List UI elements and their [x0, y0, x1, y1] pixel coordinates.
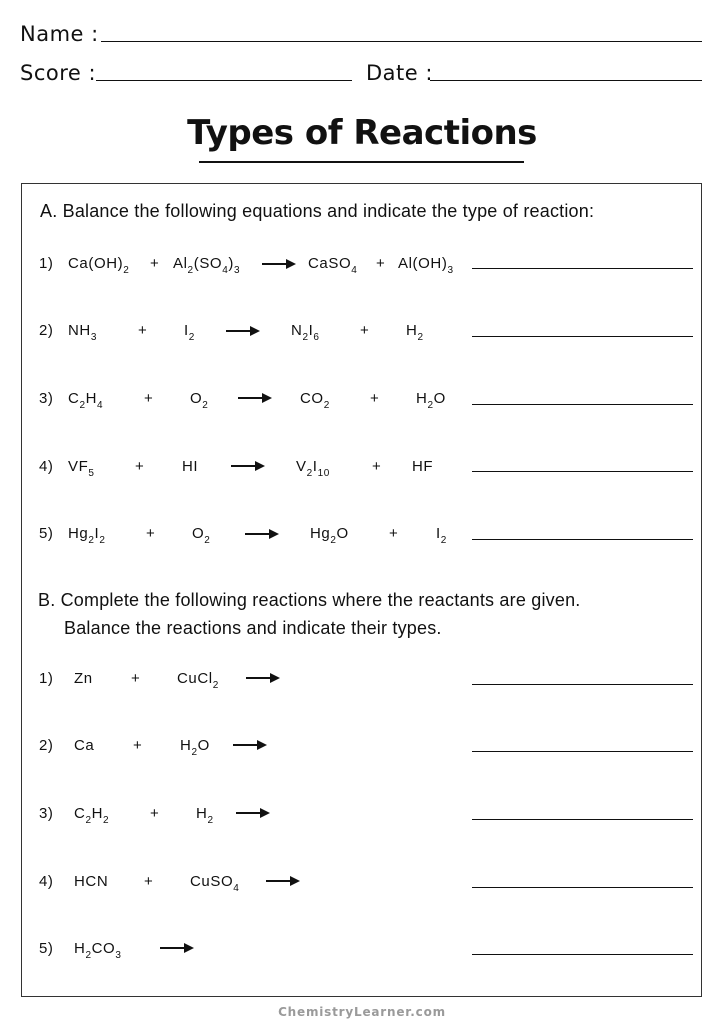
- b3-arrow-icon: [236, 807, 270, 819]
- b4-answer-line[interactable]: [472, 887, 693, 888]
- a4-plus-2: +: [372, 458, 381, 475]
- b3-reactant-2: $H_2$: [196, 805, 214, 826]
- b3-plus: +: [150, 805, 159, 822]
- page-title: Types of Reactions: [187, 113, 537, 153]
- score-field[interactable]: [96, 80, 352, 81]
- section-a-instruction: A. Balance the following equations and indicate the type of reaction:: [40, 201, 595, 221]
- a1-product-2: $Al(OH)_3$: [398, 255, 454, 276]
- a3-reactant-2: $O_2$: [190, 390, 209, 411]
- a1-reactant-1: $Ca(OH)_2$: [68, 255, 130, 276]
- b5-arrow-icon: [160, 942, 194, 954]
- a4-reactant-1: $VF_5$: [68, 458, 95, 479]
- section-b-instruction-line2: Balance the reactions and indicate their types.: [64, 618, 442, 638]
- a4-answer-line[interactable]: [472, 471, 693, 472]
- a2-reactant-1: $NH_3$: [68, 322, 98, 343]
- b4-number: 4): [39, 873, 54, 890]
- b3-reactant-1: $C_2H_2$: [74, 805, 110, 826]
- b2-plus: +: [133, 737, 142, 754]
- a1-reactant-2: $Al_2(SO_4)_3$: [173, 255, 241, 276]
- b5-answer-line[interactable]: [472, 954, 693, 955]
- a3-number: 3): [39, 390, 54, 407]
- b2-answer-line[interactable]: [472, 751, 693, 752]
- a3-product-2: $H_2O$: [416, 390, 446, 411]
- a5-answer-line[interactable]: [472, 539, 693, 540]
- a1-arrow-icon: [262, 258, 296, 270]
- a1-number: 1): [39, 255, 54, 272]
- a1-answer-line[interactable]: [472, 268, 693, 269]
- a2-plus-2: +: [360, 322, 369, 339]
- a4-reactant-2: HI: [182, 458, 199, 475]
- a5-plus-2: +: [389, 525, 398, 542]
- b4-plus: +: [144, 873, 153, 890]
- a5-product-2: $I_2$: [436, 525, 447, 546]
- a5-reactant-2: $O_2$: [192, 525, 211, 546]
- b5-number: 5): [39, 940, 54, 957]
- b5-reactant-1: $H_2CO_3$: [74, 940, 122, 961]
- a4-number: 4): [39, 458, 54, 475]
- b2-reactant-2: $H_2O$: [180, 737, 210, 758]
- b3-number: 3): [39, 805, 54, 822]
- b1-reactant-1: Zn: [74, 670, 93, 687]
- b1-plus: +: [131, 670, 140, 687]
- a3-plus-1: +: [144, 390, 153, 407]
- b2-reactant-1: Ca: [74, 737, 95, 754]
- a4-product-1: $V_2I_{10}$: [296, 458, 330, 479]
- a2-product-1: $N_2I_6$: [291, 322, 320, 343]
- a4-arrow-icon: [231, 460, 265, 472]
- b3-answer-line[interactable]: [472, 819, 693, 820]
- name-label: Name :: [20, 22, 99, 46]
- b2-number: 2): [39, 737, 54, 754]
- a2-reactant-2: $I_2$: [184, 322, 195, 343]
- a2-answer-line[interactable]: [472, 336, 693, 337]
- name-field[interactable]: [101, 41, 702, 42]
- b1-answer-line[interactable]: [472, 684, 693, 685]
- a4-plus-1: +: [135, 458, 144, 475]
- a2-number: 2): [39, 322, 54, 339]
- a2-arrow-icon: [226, 325, 260, 337]
- a3-reactant-1: $C_2H_4$: [68, 390, 104, 411]
- b4-reactant-2: CuSO$_4$: [190, 873, 240, 894]
- date-label: Date :: [366, 61, 433, 85]
- b1-number: 1): [39, 670, 54, 687]
- b1-arrow-icon: [246, 672, 280, 684]
- b2-arrow-icon: [233, 739, 267, 751]
- footer-source: ChemistryLearner.com: [278, 1005, 446, 1019]
- score-label: Score :: [20, 61, 97, 85]
- a3-answer-line[interactable]: [472, 404, 693, 405]
- a2-plus-1: +: [138, 322, 147, 339]
- b1-reactant-2: CuCl$_2$: [177, 670, 219, 691]
- a1-product-1: CaSO$_4$: [308, 255, 358, 276]
- b4-reactant-1: HCN: [74, 873, 109, 890]
- section-b-instruction-line1: B. Complete the following reactions where the reactants are given.: [38, 590, 581, 610]
- a2-product-2: $H_2$: [406, 322, 424, 343]
- a3-plus-2: +: [370, 390, 379, 407]
- a5-plus-1: +: [146, 525, 155, 542]
- a5-reactant-1: $Hg_2I_2$: [68, 525, 106, 546]
- title-underline: [199, 161, 524, 163]
- a5-product-1: $Hg_2O$: [310, 525, 349, 546]
- b4-arrow-icon: [266, 875, 300, 887]
- a5-number: 5): [39, 525, 54, 542]
- a1-plus-1: +: [150, 255, 159, 272]
- a4-product-2: HF: [412, 458, 434, 475]
- a5-arrow-icon: [245, 528, 279, 540]
- date-field[interactable]: [430, 80, 702, 81]
- a1-plus-2: +: [376, 255, 385, 272]
- a3-product-1: $CO_2$: [300, 390, 330, 411]
- a3-arrow-icon: [238, 392, 272, 404]
